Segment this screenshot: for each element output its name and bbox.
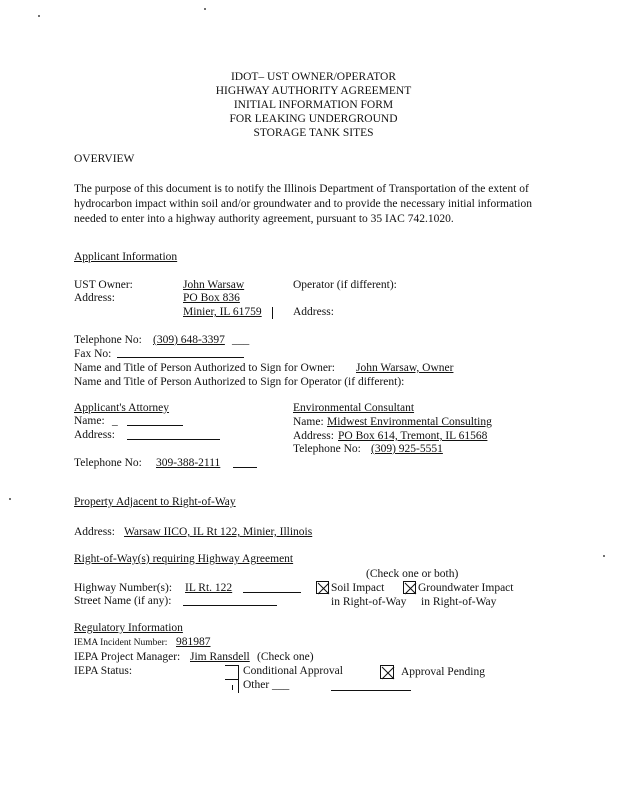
highway-label: Highway Number(s):: [74, 582, 173, 594]
other-checkbox-top: [225, 679, 239, 680]
checkmark-x-icon: [381, 666, 395, 680]
groundwater-impact-label-2: in Right-of-Way: [421, 596, 497, 608]
soil-impact-label-2: in Right-of-Way: [331, 596, 407, 608]
iema-label: IEMA Incident Number:: [74, 638, 168, 648]
header-line-2: HIGHWAY AUTHORITY AGREEMENT: [215, 85, 412, 97]
consultant-telephone-label: Telephone No:: [293, 443, 361, 455]
groundwater-impact-checkbox[interactable]: [403, 581, 416, 594]
attorney-name-prefix: _: [112, 415, 118, 427]
overview-paragraph: The purpose of this document is to notify the Illinois Department of Transportation of the extent of hydrocarbon impact within soil and/or groundwater and to provide the necessary initial information needed to enter into a highway authority agreement, pursuant to 35 IAC 742.1020.: [74, 183, 532, 225]
regulatory-heading: Regulatory Information: [74, 622, 183, 634]
project-manager-label: IEPA Project Manager:: [74, 651, 181, 663]
soil-impact-label-1: Soil Impact: [331, 582, 385, 594]
scan-speck: [204, 8, 206, 10]
header-line-4: FOR LEAKING UNDERGROUND: [229, 113, 398, 125]
consultant-telephone-value[interactable]: (309) 925-5551: [371, 443, 443, 455]
project-manager-note: (Check one): [257, 651, 314, 663]
telephone-label: Telephone No:: [74, 334, 142, 346]
option-conditional-label: Conditional Approval: [243, 665, 343, 677]
property-address-value[interactable]: Warsaw IICO, IL Rt 122, Minier, Illinois: [124, 526, 313, 538]
scan-speck: [603, 555, 605, 557]
telephone-value[interactable]: (309) 648-3397: [153, 334, 225, 346]
other-field[interactable]: [331, 690, 411, 691]
conditional-checkbox-top: [225, 665, 239, 666]
field-divider: [272, 307, 273, 319]
property-address-label: Address:: [74, 526, 115, 538]
conditional-checkbox[interactable]: [238, 665, 239, 679]
operator-signer-label: Name and Title of Person Authorized to Sign for Operator (if different):: [74, 376, 405, 388]
ust-owner-value[interactable]: John Warsaw: [183, 279, 245, 291]
ust-owner-label: UST Owner:: [74, 279, 133, 291]
operator-address-label: Address:: [293, 306, 334, 318]
scan-speck: [9, 498, 11, 500]
property-heading: Property Adjacent to Right-of-Way: [74, 496, 236, 508]
soil-impact-checkbox[interactable]: [316, 581, 329, 594]
highway-field-trail: [243, 592, 301, 593]
other-checkbox[interactable]: [238, 679, 239, 693]
checkmark-x-icon: [317, 582, 330, 595]
header-line-3: INITIAL INFORMATION FORM: [233, 99, 394, 111]
attorney-telephone-trail: [233, 467, 257, 468]
owner-signer-value[interactable]: John Warsaw, Owner: [356, 362, 454, 374]
consultant-address-label: Address:: [293, 430, 334, 442]
fax-label: Fax No:: [74, 348, 112, 360]
highway-value[interactable]: IL Rt. 122: [185, 582, 233, 594]
scan-speck: [38, 15, 40, 17]
project-manager-value[interactable]: Jim Ransdell: [190, 651, 250, 663]
attorney-telephone-value[interactable]: 309-388-2111: [156, 457, 221, 469]
checkmark-x-icon: [404, 582, 417, 595]
attorney-name-label: Name:: [74, 415, 105, 427]
telephone-trail: ___: [232, 334, 250, 346]
attorney-heading: Applicant's Attorney: [74, 402, 170, 414]
operator-label: Operator (if different):: [293, 279, 397, 291]
consultant-address-value[interactable]: PO Box 614, Tremont, IL 61568: [338, 430, 488, 442]
consultant-name-value[interactable]: Midwest Environmental Consulting: [327, 416, 492, 428]
option-other-label: Other ___: [243, 679, 290, 691]
owner-address-line1[interactable]: PO Box 836: [183, 292, 240, 304]
street-name-field[interactable]: [183, 605, 277, 606]
approval-pending-checkbox[interactable]: [380, 665, 394, 679]
attorney-address-field[interactable]: [127, 439, 220, 440]
other-checkbox-mark: [232, 685, 233, 690]
attorney-address-label: Address:: [74, 429, 115, 441]
iema-value[interactable]: 981987: [176, 636, 211, 648]
consultant-heading: Environmental Consultant: [293, 402, 415, 414]
owner-address-label: Address:: [74, 292, 115, 304]
row-heading: Right-of-Way(s) requiring Highway Agreement: [74, 553, 294, 565]
option-pending-label: Approval Pending: [401, 666, 486, 678]
iepa-status-label: IEPA Status:: [74, 665, 133, 677]
header-line-5: STORAGE TANK SITES: [253, 127, 374, 139]
overview-heading: OVERVIEW: [74, 153, 135, 165]
street-name-label: Street Name (if any):: [74, 595, 172, 607]
attorney-telephone-label: Telephone No:: [74, 457, 142, 469]
applicant-heading: Applicant Information: [74, 251, 178, 263]
header-line-1: IDOT– UST OWNER/OPERATOR: [230, 71, 397, 83]
owner-signer-label: Name and Title of Person Authorized to Sign for Owner:: [74, 362, 335, 374]
consultant-name-label: Name:: [293, 416, 324, 428]
owner-address-line2[interactable]: Minier, IL 61759: [183, 306, 262, 318]
fax-field[interactable]: [117, 357, 244, 358]
attorney-name-field[interactable]: [127, 425, 183, 426]
row-check-note: (Check one or both): [366, 568, 459, 580]
groundwater-impact-label-1: Groundwater Impact: [418, 582, 514, 594]
